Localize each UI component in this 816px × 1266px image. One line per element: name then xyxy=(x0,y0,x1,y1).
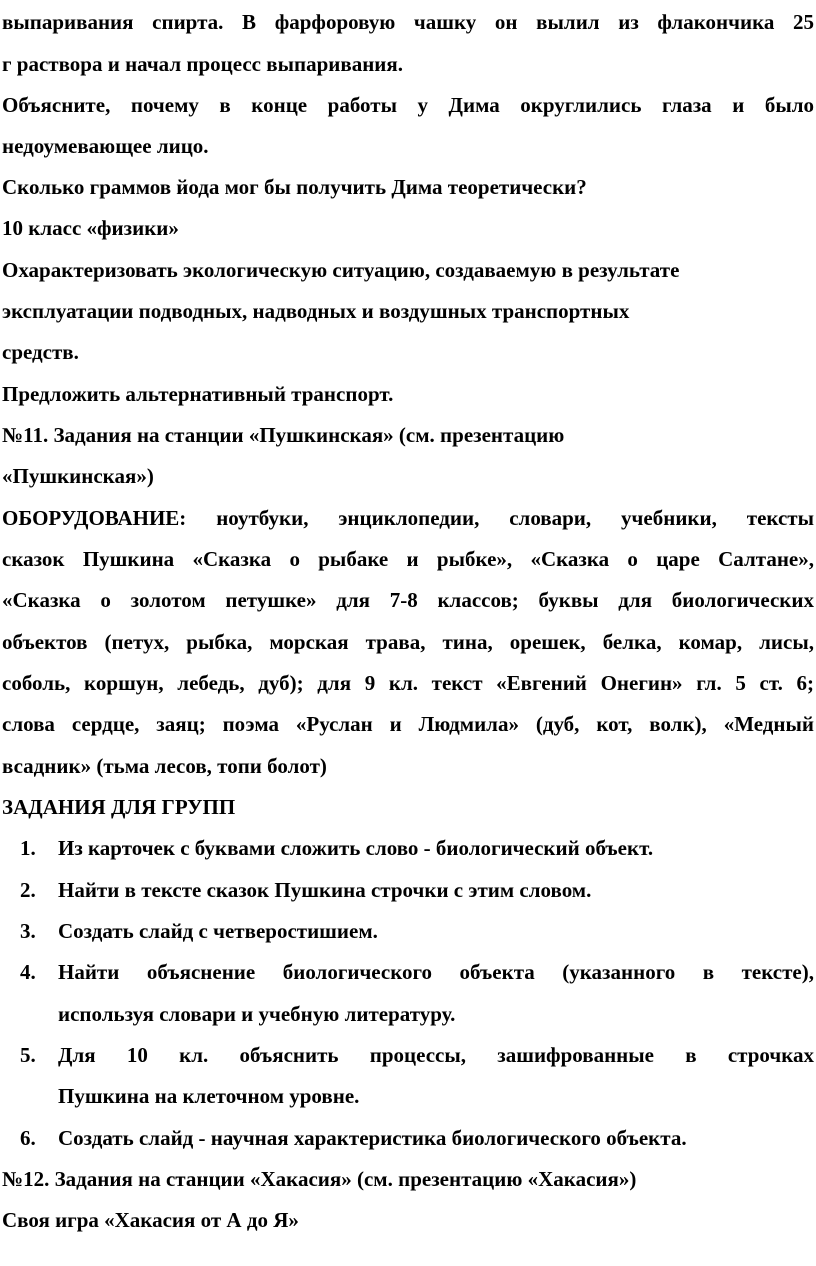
list-text: Создать слайд - научная характеристика биологического объекта. xyxy=(58,1126,687,1150)
paragraph-line: Сколько граммов йода мог бы получить Дима теоретически? xyxy=(2,175,587,199)
section-heading: №11. Задания на станции «Пушкинская» (см. презентацию xyxy=(2,423,565,447)
paragraph-line: Объясните, почему в конце работы у Дима округлились глаза и было xyxy=(2,93,814,117)
list-text: используя словари и учебную литературу. xyxy=(58,1002,456,1026)
list-text: Найти объяснение биологического объекта (указанного в тексте), xyxy=(58,960,814,984)
paragraph-line: 10 класс «физики» xyxy=(2,216,179,240)
tasks-heading: ЗАДАНИЯ ДЛЯ ГРУПП xyxy=(2,795,236,819)
section-heading: №12. Задания на станции «Хакасия» (см. презентацию «Хакасия») xyxy=(2,1167,637,1191)
paragraph-line: Охарактеризовать экологическую ситуацию, создаваемую в результате xyxy=(2,258,680,282)
equipment-line: объектов (петух, рыбка, морская трава, тина, орешек, белка, комар, лисы, xyxy=(2,630,814,654)
list-number: 1. xyxy=(20,836,36,860)
equipment-line: соболь, коршун, лебедь, дуб); для 9 кл. текст «Евгений Онегин» гл. 5 ст. 6; xyxy=(2,671,814,695)
section-heading: «Пушкинская») xyxy=(2,464,154,488)
list-number: 5. xyxy=(20,1043,36,1067)
list-text: Создать слайд с четверостишием. xyxy=(58,919,378,943)
paragraph-line: выпаривания спирта. В фарфоровую чашку он вылил из флакончика 25 xyxy=(2,10,814,34)
paragraph-line: эксплуатации подводных, надводных и воздушных транспортных xyxy=(2,299,630,323)
paragraph-line: г раствора и начал процесс выпаривания. xyxy=(2,52,404,76)
paragraph-line: Предложить альтернативный транспорт. xyxy=(2,382,394,406)
list-number: 6. xyxy=(20,1126,36,1150)
equipment-line: сказок Пушкина «Сказка о рыбаке и рыбке», «Сказка о царе Салтане», xyxy=(2,547,814,571)
list-number: 4. xyxy=(20,960,36,984)
equipment-line: ОБОРУДОВАНИЕ: ноутбуки, энциклопедии, словари, учебники, тексты xyxy=(2,506,814,530)
equipment-line: всадник» (тьма лесов, топи болот) xyxy=(2,754,327,778)
list-text: Пушкина на клеточном уровне. xyxy=(58,1084,360,1108)
paragraph-line: недоумевающее лицо. xyxy=(2,134,209,158)
list-number: 2. xyxy=(20,878,36,902)
list-number: 3. xyxy=(20,919,36,943)
equipment-line: слова сердце, заяц; поэма «Руслан и Людмила» (дуб, кот, волк), «Медный xyxy=(2,712,814,736)
list-text: Из карточек с буквами сложить слово - биологический объект. xyxy=(58,836,654,860)
list-text: Для 10 кл. объяснить процессы, зашифрованные в строчках xyxy=(58,1043,814,1067)
equipment-line: «Сказка о золотом петушке» для 7-8 классов; буквы для биологических xyxy=(2,588,814,612)
list-text: Найти в тексте сказок Пушкина строчки с этим словом. xyxy=(58,878,592,902)
paragraph-line: средств. xyxy=(2,340,79,364)
paragraph-line: Своя игра «Хакасия от А до Я» xyxy=(2,1208,299,1232)
